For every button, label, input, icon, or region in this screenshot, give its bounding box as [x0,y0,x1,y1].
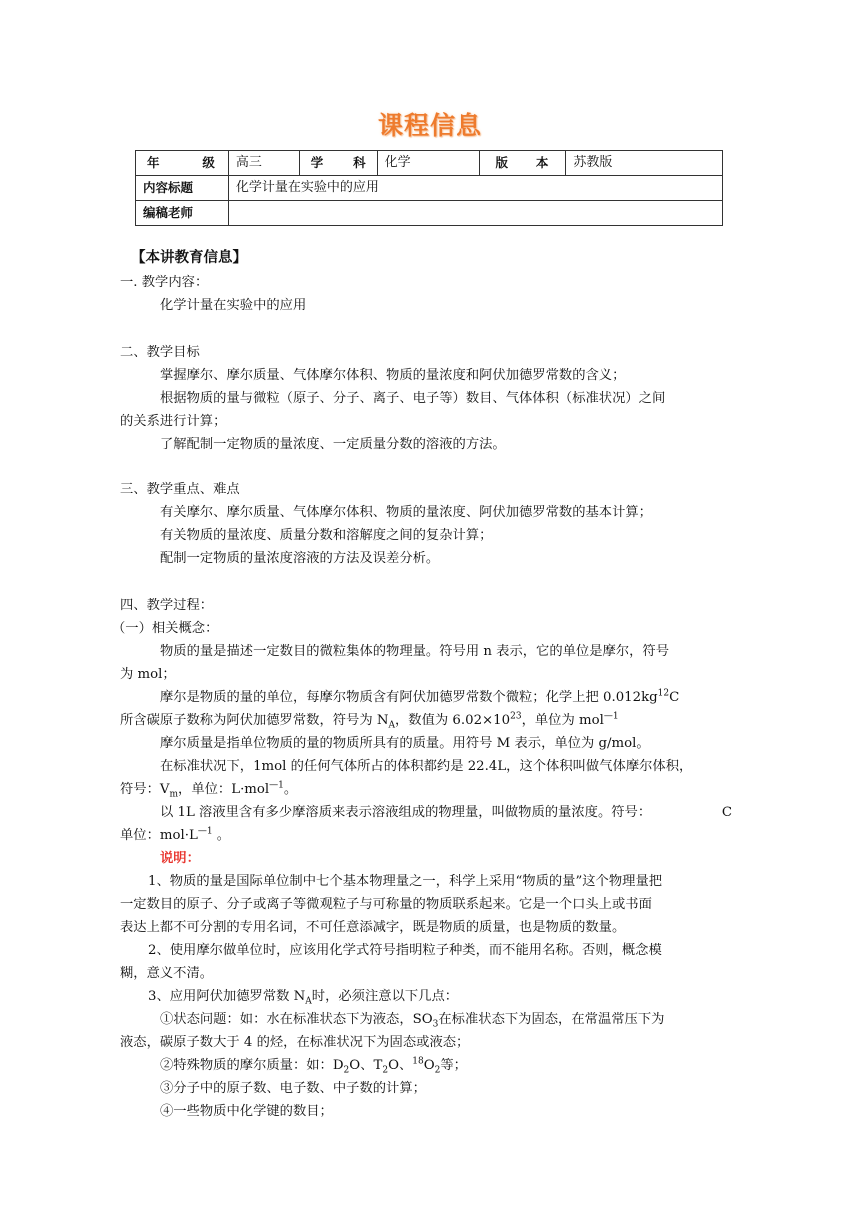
s4-heading: 四、教学过程： [120,598,214,613]
course-info-table [135,150,723,226]
edition-label: 版 本 [480,151,566,176]
paragraph-line: 所含碳原子数称为阿伏加德罗常数，符号为 $N_A$，数值为 $6.02\times 10^{23}$，单位为 mol$^{—1}$ [120,711,619,731]
paragraph-line: 物质的量是描述一定数目的微粒集体的物理量。符号用 n 表示，它的单位是摩尔，符号 [160,644,670,659]
paragraph-line: ④一些物质中化学键的数目； [160,1104,333,1119]
topic-label: 内容标题 [136,176,229,201]
paragraph-line: 在标准状况下，1mol 的任何气体所占的体积都约是 22.4L，这个体积叫做气体摩尔体积， [160,759,693,774]
paragraph-line: 为 mol； [120,667,176,682]
s2-line: 了解配制一定物质的量浓度、一定质量分数的溶液的方法。 [160,437,506,452]
s1-content: 化学计量在实验中的应用 [160,298,307,313]
s3-heading: 三、教学重点、难点 [120,482,240,497]
paragraph-line: 糊，意义不清。 [120,966,214,981]
paragraph-line: 摩尔是物质的量的单位，每摩尔物质含有阿伏加德罗常数个微粒；化学上把 $0.012kg^{12}C$ [160,688,680,705]
s2-line: 根据物质的量与微粒（原子、分子、离子、电子等）数目、气体体积（标准状况）之间 [160,391,666,406]
paragraph-line: 单位：$mol\cdot L^{—1}$ 。 [120,826,231,843]
paragraph-line: 一定数目的原子、分子或离子等微观粒子与可称量的物质联系起来。它是一个口头上或书面 [120,897,652,912]
s4-subheading: （一）相关概念： [112,621,219,636]
table-row [136,151,723,176]
s2-heading: 二、教学目标 [120,345,200,360]
grade-value: 高三 [228,151,299,176]
table-row [136,201,723,226]
paragraph-line: 1、物质的量是国际单位制中七个基本物理量之一，科学上采用“物质的量”这个物理量把 [148,874,663,889]
subject-value: 化学 [377,151,480,176]
note-label: 说明： [160,851,200,866]
paragraph-line: ③分子中的原子数、电子数、中子数的计算； [160,1081,426,1096]
paragraph-line: 2、使用摩尔做单位时，应该用化学式符号指明粒子种类，而不能用名称。否则，概念模 [148,943,662,958]
paragraph-line: 符号：$V_m$，单位：L·mol$^{—1}$。 [120,780,298,800]
s3-line: 有关物质的量浓度、质量分数和溶解度之间的复杂计算； [160,528,493,543]
s3-line: 配制一定物质的量浓度溶液的方法及误差分析。 [160,551,440,566]
grade-label: 年 级 [136,151,229,176]
editor-value [228,201,722,226]
subject-label: 学 科 [299,151,377,176]
s2-line: 掌握摩尔、摩尔质量、气体摩尔体积、物质的量浓度和阿伏加德罗常数的含义； [160,368,626,383]
paragraph-line: 液态，碳原子数大于 4 的烃，在标准状况下为固态或液态； [120,1035,470,1050]
s2-line: 的关系进行计算； [120,414,227,429]
paragraph-line: ②特殊物质的摩尔质量：如：$D_2O$、$T_2O$、$^{18}O_2$等； [160,1056,467,1076]
editor-label: 编稿老师 [136,201,229,226]
paragraph-line: 3、应用阿伏加德罗常数 $N_A$时，必须注意以下几点： [148,989,459,1007]
section-heading: 【本讲教育信息】 [131,250,247,266]
topic-value: 化学计量在实验中的应用 [228,176,722,201]
s3-line: 有关摩尔、摩尔质量、气体摩尔体积、物质的量浓度、阿伏加德罗常数的基本计算； [160,505,652,520]
paragraph-line: 摩尔质量是指单位物质的量的物质所具有的质量。用符号 M 表示，单位为 g/mol。 [160,736,650,751]
paragraph-line: ①状态问题：如：水在标准状态下为液态，$SO_3$在标准状态下为固态，在常温常压下为 [160,1012,665,1030]
page-title: 课程信息 [377,111,482,140]
edition-value: 苏教版 [566,151,723,176]
table-row [136,176,723,201]
s1-heading: 一. 教学内容： [120,275,209,290]
paragraph-line: 表达上都不可分割的专用名词，不可任意添减字，既是物质的质量，也是物质的数量。 [120,920,626,935]
paragraph-line: 以 1L 溶液里含有多少摩溶质来表示溶液组成的物理量，叫做物质的量浓度。符号： C [160,805,732,820]
